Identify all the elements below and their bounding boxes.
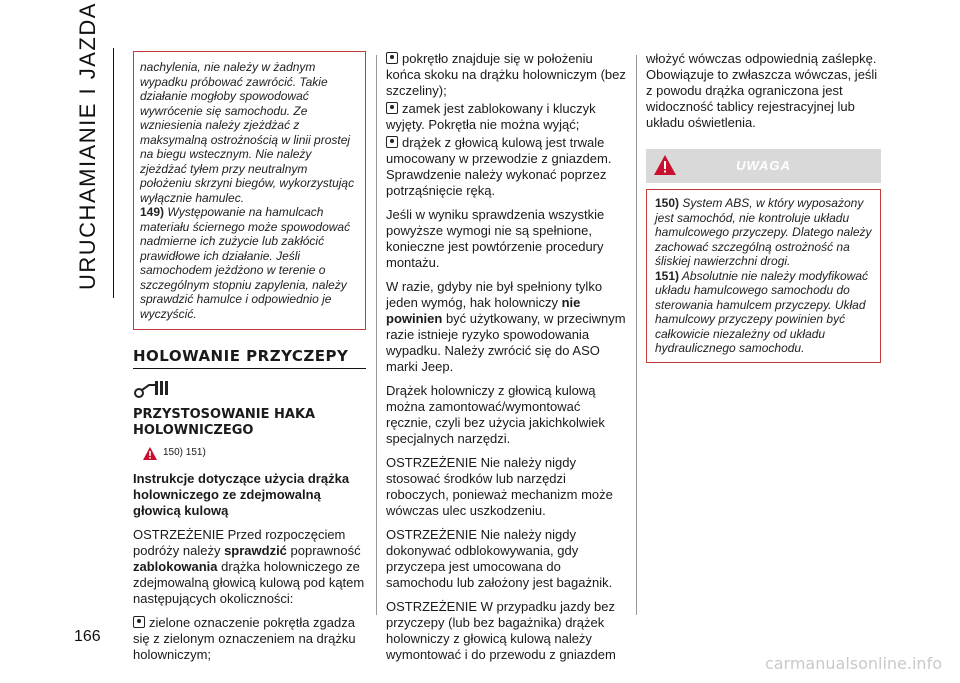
warning-149-number: 149): [140, 205, 165, 219]
column-divider: [376, 55, 377, 615]
bold-run: sprawdzić: [224, 543, 287, 558]
uwaga-label: UWAGA: [736, 158, 791, 173]
bullet-text: drążek z głowicą kulową jest trwale umocowany w przewodzie z gniazdem. Sprawdzenie należy wykonać poprzez potrząśnięcie ręką.: [386, 135, 612, 198]
bullet-item: [386, 135, 626, 199]
paragraph: OSTRZEŻENIE Nie należy nigdy stosować środków lub narzędzi roboczych, ponieważ mechanizm może wówczas ulec uszkodzeniu.: [386, 455, 613, 518]
page-number: 166: [74, 628, 101, 645]
warning-150-number: 150): [655, 196, 680, 210]
text-run: drążka holowniczego ze zdejmowalną głowicą kulową pod kątem następujących okoliczności:: [133, 559, 365, 606]
paragraph: OSTRZEŻENIE Nie należy nigdy dokonywać odblokowywania, gdy przyczepa jest umocowana do samochodu lub założony jest bagażnik.: [386, 527, 613, 590]
warning-151-number: 151): [655, 268, 680, 283]
uwaga-header: [646, 149, 881, 183]
bullet-item: [386, 101, 626, 133]
bullet-symbol-icon: [133, 616, 145, 628]
column-3: [646, 51, 881, 363]
reference-numbers: 150) 151): [163, 447, 206, 458]
warning-151: [655, 269, 872, 356]
paragraph: włożyć wówczas odpowiednią zaślepkę. Obowiązuje to zwłaszcza wówczas, jeśli z powodu drążka ograniczona jest widoczność tablicy rejestracyjnej lub układu oświetlenia.: [646, 51, 878, 130]
warning-151-text: Absolutnie nie należy modyfikować układu hamulcowego samochodu do sterowania hamulcem przyczepy. Układ hamulcowy przyczepy powinien być całkowicie niezależny od układu hydraulicznego samochodu.: [655, 268, 869, 355]
subsection-title: PRZYSTOSOWANIE HAKA HOLOWNICZEGO: [133, 407, 316, 438]
column-2: [386, 51, 626, 671]
paragraph: Drążek holowniczy z głowicą kulową można zamontować/wymontować ręcznie, czyli bez użycia jakichkolwiek specjalnych narzędzi.: [386, 383, 605, 446]
bold-run: zablokowania: [133, 559, 218, 574]
text-run: OSTRZEŻENIE Przed rozpoczęciem podróży należy: [133, 527, 346, 558]
warning-triangle-icon: [143, 447, 157, 460]
warning-150: [655, 196, 872, 269]
tow-hook-icon: [133, 379, 169, 401]
text-run: być użytkowany, w przeciwnym razie istnieje ryzyko spowodowania wypadku. Należy zwrócić się do ASO marki Jeep.: [386, 311, 626, 374]
bullet-symbol-icon: [386, 102, 398, 114]
text-run: W razie, gdyby nie był spełniony tylko jeden wymóg, hak holowniczy: [386, 279, 603, 310]
column-1: [133, 51, 366, 671]
warning-references: [143, 445, 366, 461]
paragraph: OSTRZEŻENIE W przypadku jazdy bez przyczepy (lub bez bagażnika) drążek holowniczy z głowicą kulową należy wymontować i do przewodu z gniazdem: [386, 599, 616, 662]
bullet-text: zielone oznaczenie pokrętła zgadza się z zielonym oznaczeniem na drążku holowniczym;: [133, 615, 356, 662]
paragraph-check: [133, 527, 366, 607]
warning-149-text: Występowanie na hamulcach materiału ściernego może spowodować nadmierne ich zużycie lub zakłócić prawidłowe ich działanie. Jeśli samochodem jeżdżono w terenie o szczególnym stopniu zapylenia, należy sprawdzić hamulce i odpowiednio je wyczyścić.: [140, 205, 351, 321]
paragraph: Jeśli w wyniku sprawdzenia wszystkie powyższe wymogi nie są spełnione, konieczne jest powtórzenie procedury montażu.: [386, 207, 605, 270]
section-title: HOLOWANIE PRZYCZEPY: [133, 348, 366, 369]
bullet-symbol-icon: [386, 136, 398, 148]
paragraph: [386, 279, 626, 375]
instructions-title: Instrukcje dotyczące użycia drążka holowniczego ze zdejmowalną głowicą kulową: [133, 471, 350, 518]
bullet-symbol-icon: [386, 52, 398, 64]
bold-run: nie powinien: [386, 295, 581, 326]
bullet-item: [386, 51, 626, 99]
warning-text-top: nachylenia, nie należy w żadnym wypadku próbować zawrócić. Takie działanie mogłoby spowodować wywrócenie się samochodu. Ze wzniesienia należy zjeżdżać z maksymalną ostrożnością w linii prostej na biegu wstecznym. Nie należy zjeżdżać tyłem przy neutralnym położeniu skrzyni biegów, wykorzystując wyłącznie hamulec.: [140, 60, 355, 205]
chapter-rule: [113, 48, 114, 298]
warning-box: [646, 189, 881, 363]
bullet-item: [133, 615, 366, 663]
warning-150-text: System ABS, w który wyposażony jest samochód, nie kontroluje układu hamulcowego przyczepy. Dlatego należy zachować szczególną ostrożność na śliskiej nawierzchni drogi.: [655, 196, 872, 268]
bullet-text: zamek jest zablokowany i kluczyk wyjęty. Pokrętła nie można wyjąć;: [386, 101, 596, 132]
bullet-text: pokrętło znajduje się w położeniu końca skoku na drążku holowniczym (bez szczeliny);: [386, 51, 626, 98]
text-run: poprawność: [286, 543, 361, 558]
warning-149: [140, 205, 357, 321]
chapter-title: URUCHAMIANIE I JAZDA: [75, 2, 100, 290]
column-divider: [636, 55, 637, 615]
watermark: carmanualsonline.info: [764, 654, 942, 673]
warning-box-continued: [133, 51, 366, 330]
